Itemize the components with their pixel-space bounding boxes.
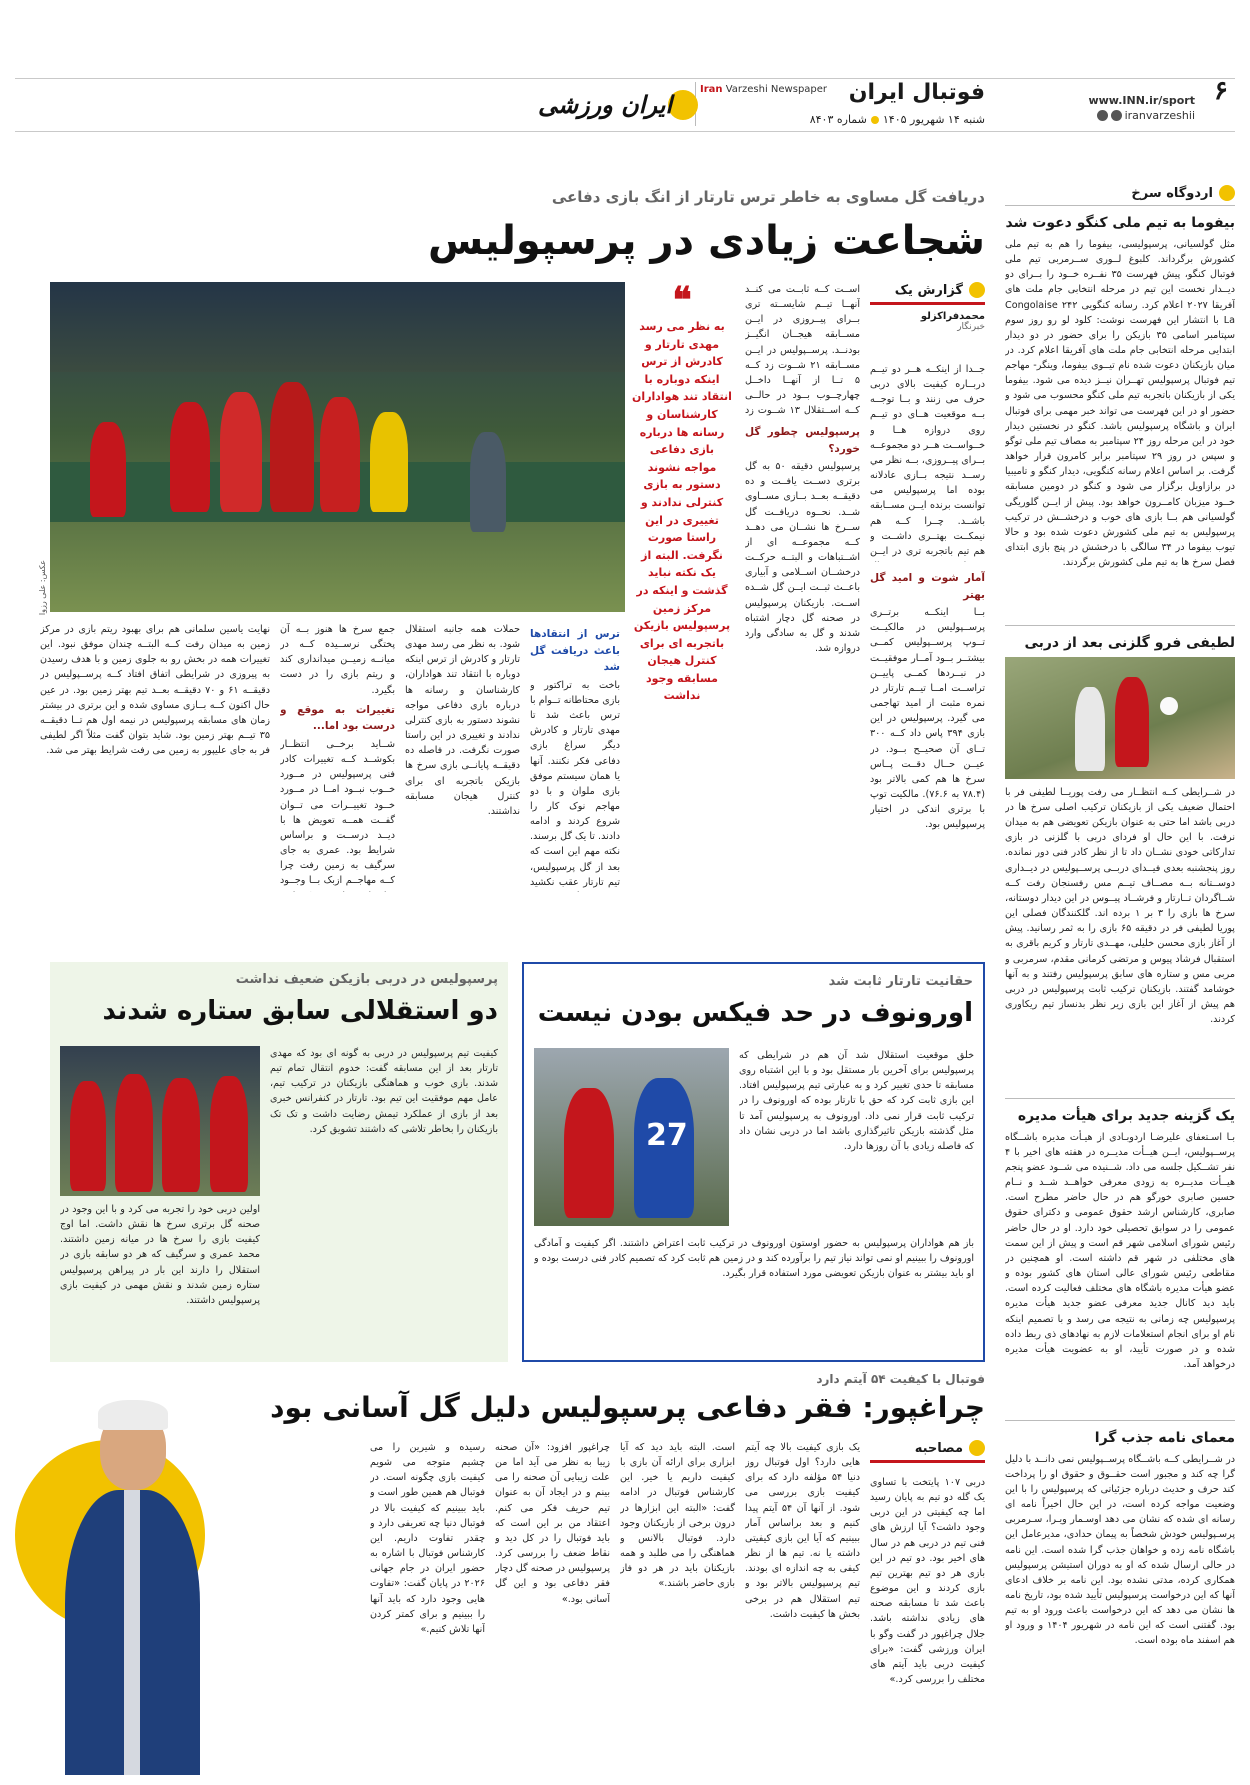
interview-tag [870, 1440, 985, 1456]
story-headline: بیفوما به تیم ملی کنگو دعوت شد [1005, 215, 1235, 231]
interview-column: رسیده و شیرین را می چشیم متوجه می شویم کیفیت بازی چگونه است. در فوتبال هم همین طور است و باید ببینیم که کیفیت بالا در فوتبال دنیا چه تعریفی دارد و چقدر تفاوت داریم. این کارشناس فوتبال با اشاره به حضور ایران در جام جهانی ۲۰۲۶ در پایان گفت: «تفاوت هایی وجود دارد که باید آنها را ببینیم و برای کمتر کردن آنها تلاش کنیم.» [370, 1442, 485, 1635]
column-tag [1005, 185, 1235, 206]
tag-dot-icon [969, 282, 985, 298]
interview-column: چراغپور افزود: «آن صحنه زیبا به نظر می آید اما من علت زیبایی آن صحنه را می بینم و در ایجاد آن به عنوان تیم حریف فکر می کنم. اعتقاد من بر این است که باید فوتبال را در کل دید و نقاط ضعف را بررسی کرد. پرسپولیس در صحنه گل دچار فقر دفاعی بود و این گل آسانی بود.» [495, 1442, 610, 1605]
interview-tag-box [870, 1440, 985, 1467]
column-tag-label: اردوگاه سرخ [1131, 185, 1213, 201]
paper-name [700, 84, 827, 95]
article-text: پرسپولیس دقیقه ۵۰ به گل برتری دســت یافــت و ده دقیقــه بعــد بــازی مســاوی شــد. نحــوه دریافــت گل ســرخ ها نشــان می دهــد کــه مجموعــه ای از اشــتباهات و البتــه حرکــت درخشــان اســلامی و آبیاری باعــث ثبــت ایــن گل شــده اســت. بازیکنان پرسپولیس در صحنه گل دچار اشتباه شدند و گل به سادگی وارد دروازه شد. [745, 461, 860, 655]
logo-text: ایران ورزشی [537, 90, 673, 119]
right-column [1005, 185, 1235, 1775]
interview-column: دربی ۱۰۷ پایتخت با تساوی یک گله دو تیم به پایان رسید اما چه کیفیتی در این دربی وجود داشت؟ آیا ارزش های فنی تیم در دربی هم در سال های اخیر بود. دو تیم در این بازی هر دو تیم بهترین تیم بازی کردند و این موضوع باعث شد تا مسابقه صحنه های زیادی نداشته باشد. جلال چراغپور در گفت وگو با ایران ورزشی گفت: «برای کیفیت دربی باید آیتم های مختلف را بررسی کرد.» [870, 1477, 985, 1686]
pull-quote-text: به نظر می رسد مهدی تارتار و کادرش از ترس اینکه دوباره با انتقاد تند هواداران کارشناسان و رسانه ها درباره بازی دفاعی مواجه نشوند دستور به بازی کنترلی ندادند و تغییری در این راستا صورت نگرفت. البته از یک نکته نباید گذشت و اینکه در مرکز زمین پرسپولیس بازیکن باتجربه ای برای کنترل هیجان مسابقه وجود نداشت [632, 320, 732, 703]
story-headline: معمای نامه جذب گرا [1094, 1429, 1235, 1446]
player-figure [70, 1081, 106, 1191]
player-figure [90, 422, 126, 517]
story-photo [1005, 657, 1235, 779]
article-subhead: آمار شوت و امید گل بهتر [870, 572, 985, 601]
paper-name-rest: Varzeshi Newspaper [722, 84, 828, 95]
date-line [810, 113, 985, 126]
box-kicker: پرسپولیس در دربی بازیکن ضعیف نداشت [235, 972, 498, 987]
author-name: محمدفراکزلو [920, 311, 985, 322]
box-text: باز هم هواداران پرسپولیس به حضور اوستون اورونوف در ترکیب ثابت اعتراض داشتند. اگر کیفیت و آمادگی اورونوف را ببینیم او نمی تواند نیاز تیم را برآورده کند و در زمین هم ثابت کرد که تصمیم کادر فنی درست بوده و او باید بیشتر به عنوان بازیکن تعویضی مورد استفاده قرار بگیرد. [534, 1238, 974, 1280]
box-kicker: حقانیت تارتار ثابت شد [828, 974, 973, 989]
photo-credit: عکس: علی رزوا [38, 560, 47, 616]
story-headline: لطیفی فرو گلزنی بعد از دربی [1024, 634, 1235, 651]
interview-tag-label: مصاحبه [914, 1440, 963, 1456]
paper-name-accent: Iran [700, 84, 723, 95]
story-body: مثل گولسیانی، پرسپولیسی، بیفوما را هم به تیم ملی کشورش برگرداند. کلبوغ لــوری ســرمربی تیم ملی فوتبال کنگو، پیش فهرست ۳۵ نفــره خــود را بــرای دو دیــدار نخست این تیم در مرحله انتخابی جام ملت های آفریقا ۲۰۲۷ اعلام کرد. رسانه کنگویی Congolaise ۲۴۲ La با انتشار این فهرست نوشت: کلود لو رو روز سوم سپتامبر اسامی ۳۵ بازیکن را برای حضور در دو دیدار ابتدایی مرحله انتخابی جام ملت های آفریقا اعلام کرد. در میان بازیکنان دعوت شده نام تیــوی بیفوما، وینگر- مهاجم تیم فوتبال پرسپولیس تهــران نیــز دیده می شود. بیفوما یکی از بازیکنان باتجربه تیم ملی کنگو محسوب می شود و حضور او در این فهرست می تواند خبر مهمی برای فوتبال ایران و باشگاه پرسپولیس باشد. کنگو در نخستین دیدار خود در این مرحله روز ۲۴ سپتامبر به مصاف تیم ملی توگو و سپس در روز ۲۹ سپتامبر برابر کامرون قرار خواهد گرفت. بر اساس اعلام رسانه کنگویی، دیدار کنگو و تامیبیا در برازاویل برگزار می شود و کنگو در دومین مسابقه خــود میزبان کامــرون خواهد بود. پیش از ایــن گلوریگی گولسیانی هم بــا بازی های خوب و درخشــش در ترکیب پرسپولیس به تیم ملی کشورش دعوت شده بود و حالا تیوب بیفوما در ۳۴ سالگی با درخشش در پنج بازی ابتدای فصل سرخ ها به تیم ملی کشورش برگردند. [1005, 238, 1235, 569]
stands [50, 282, 625, 372]
header-rule-top [15, 78, 1235, 79]
player-figure [564, 1088, 614, 1218]
interview-column: است. البته باید دید که آیا ابزاری برای ارائه آن بازی با کیفیت داریم یا خیر. این کارشناس فوتبال در ادامه گفت: «البته این ابزارها در درون برخی از بازیکنان وجود دارد. فوتبال بالانس و هماهنگی را می طلبد و همه بازیکنان باید در هر دو فاز بازی حاضر باشند.» [620, 1442, 735, 1590]
report-tag [870, 282, 985, 298]
social-handle-text: iranvarzeshii [1124, 109, 1195, 122]
player-figure [1115, 677, 1149, 767]
hair-shape [98, 1400, 168, 1430]
article-subhead: تغییرات به موقع و درست بود اما... [280, 703, 395, 733]
box-headline: اورونوف در حد فیکس بودن نیست [537, 998, 973, 1028]
divider [1005, 1420, 1235, 1421]
player-figure [1075, 687, 1105, 771]
report-tag-label: گزارش یک [894, 282, 963, 298]
article-text: باخت به تراکتور و بازی محتاطانه تــوام با ترس باعث شد تا مهدی تارتار و کادرش دیگر سراغ بازی دفاعی فکر نکنند. آنها یا همان سیستم موفق بازی ملوان و با دو مهاجم نوک کار را شروع کردند و ادامه دادند. تا یک گل برسند. نکته مهم این است که بعد از گل پرسپولیس، تیم تارتار عقب نکشید [530, 679, 620, 888]
quote-icon: ❝ [672, 279, 692, 321]
tag-dot-icon [969, 1440, 985, 1456]
jersey-number: 27 [646, 1118, 688, 1153]
player-figure [270, 382, 314, 512]
interview-column: یک بازی کیفیت بالا چه آیتم هایی دارد؟ اول فوتبال روز دنیا ۵۴ مؤلفه دارد که برای کیفیت بازی بررسی می شود. از آنها آن ۵۴ آیتم پیدا کنیم و بعد براساس آمار ببینیم که آیا این بازی کیفیتی داشته یا نه. تیم ها از نظر کیفی به چه اندازه ای بودند. تیم پرسپولیس بالاتر بود و تیم استقلال هم در برخی بخش ها کیفیت داشت. [745, 1442, 860, 1620]
divider [1005, 1098, 1235, 1099]
newspaper-logo[interactable] [530, 86, 690, 126]
article-column: جــدا از اینکــه هــر دو تیــم دربــاره کیفیت بالای دربی حرف می زنند و بــا توجــه بــه موقعیت هــای دو تیــم روی دروازه هــا و خــواســت هــر دو مجموعــه بــرای پیــروزی، بــه نظر مي رســد نتيجه بــازی عادلانه بوده اما پرسپولیس می توانست برنده ایــن مســابقه باشــد. چــرا کــه هم نیمکــت بهتــری داشــت و هم تیم باتجربه تری در ایــن [870, 364, 985, 557]
article-column [530, 622, 620, 892]
section-title: فوتبال ایران [848, 80, 985, 105]
story-body: بـا اسـتعفای علیرضـا اردوبـادی از هیـأت مدیره باشــگاه پرســپولیس، ایــن هیــأت مدیــره در هفته های اخیر با ۴ نفر تشــکیل جلسه می داد. شــنیده می شــود عضو پنجم هیــأت مدیــره به زودی معرفی خواهــد شــد و نــام حسین صابری خورگو هم در حال حاضر مطرح است. صابری، کارشناس ارشد حقوق عمومی و دکترای حقوق عمومی را در سوابق تحصیلی خود دارد. او در حال حاضر رئیس شورای اسلامی شهر قم است و پیش از این سمت های مختلفی در شهر قم داشته است. او همچنین در مقاطعی رئیس شورای عالی استان های کشور بوده و عضو هیأت مدیره باشگاه های مختلف فعالیت کرده است. باید دید کانال جدید معرفی عضو جدید هیأت مدیره پرسپولیس چه زمانی به نتیجه می رسد و با تصمیم اینکه نام او برای انجام استعلامات لازم به نهادهای ذی ربط داده شده و در صورت تأیید، او به عضویت هیأت مدیره درخواهد آمد. [1005, 1131, 1235, 1371]
player-figure [170, 402, 210, 512]
player-figure [320, 397, 360, 512]
divider [1005, 625, 1235, 626]
player-figure [162, 1078, 200, 1192]
bullet-icon [871, 116, 879, 124]
interviewee-portrait [60, 1390, 200, 1775]
player-figure [220, 392, 262, 512]
player-figure [115, 1074, 153, 1192]
story-body: در شــرایطی کــه باشــگاه پرســپولیس نمی دانــد با دلیل گرا چه کند و مجبور است حقــوق و حقوق او را پرداخت کند حرف و حدیث درباره جزئیاتی که پرسپولیس را با این وضعیت مواجه کرده است، در این حال اخیراً نامه ای رسانه ای شده که نشان می دهد اوسـمار ویـرا، سـرمربی پرسـپولیس خودش شخصاً به پیمان حدادی، مدیرعامل این باشگاه نامه زده و خواهان جذب گرا شده است. این نامه در حالی ارسال شده که او به دوران استیشن پرسپولیس همکاری کرده، مدتی نشده بود. این نامه بر خلاف ادعای آنها که این درخواست پرسپولیس تأیید شده بود، تاریخ نامه ها نشان می دهد که این درخواست باعث ورود او به تیم بود. گفتنی است که این نامه در شهریور ۱۴۰۴ و ورود او هم اسفند ماه بوده است. [1005, 1453, 1235, 1647]
main-photo [50, 282, 625, 612]
main-headline: شجاعت زیادی در پرسپولیس [428, 218, 985, 264]
box-headline: دو استقلالی سابق ستاره شدند [102, 996, 498, 1026]
esteghlal-box [50, 962, 508, 1362]
ball-icon [1160, 697, 1178, 715]
report-rule [870, 1460, 985, 1463]
article-subhead: پرسپولیس چطور گل خورد؟ [745, 426, 860, 455]
article-text: بــا اینکــه برتــری پرســپولیس در مالکیــت تــوپ پرســپولیس کمــی بیشتــر بــود آمــار موفقیــت در نبــردها کمــی پاییــن تراســت امــا تیــم تارتار در نمره مثبت از امید تهاجمی می گیرد. پرسپولیس در این بازی ۳۹۴ پاس داد کــه ۳۰۰ تــای آن صحیــح بــود. در عیــن حــال دقــت پــاس سرخ ها هم کمی بالاتر بود (۷۸.۴ به ۷۶.۶). مالکیت توپ با برتری اندکی در اختیار پرسپولیس بود. [870, 607, 985, 831]
box-text: کیفیت تیم پرسپولیس در دربی به گونه ای بود که مهدی تارتار بعد از این مسابقه گفت: خدوم انتقال تمام تیم شدند. بازی خوب و هماهنگی بازیکنان در ترکیب تیم، عامل مهم موفقیت این تیم بود. تارتار در کنفرانس خبری بعد از بازی از عملکرد تیمش رضایت داشت و تک تک بازیکنان را بخاطر تلاشی که داشتند تشویق کرد. [270, 1048, 498, 1135]
player-figure [370, 412, 408, 512]
article-text: جمع سرخ ها هنوز بــه آن پختگی نرســیده کــه در میانــه زمیــن میدانداری کند و ریتم بازی را در دست بگیرد. [280, 624, 395, 696]
story-headline: یک گزینه جدید برای هیأت مدیره [1017, 1107, 1235, 1124]
telegram-icon [1111, 110, 1122, 121]
players-lineup-photo [60, 1046, 260, 1196]
article-text: شــاید برخــی انتظــار بکوشــد کــه تغییرات کادر فنی پرسپولیس در مــورد خــوب نبــود امــا در مــورد خــود تغییــرات می تــوان گفــت همــه تعویض ها با دیــد درســت و براساس شرایط بود. عمری به جای سرگیف به زمین رفت چرا کــه مهاجــم ازبک بــا وجــود [280, 738, 395, 887]
author-role: خبرنگار [957, 322, 985, 332]
box-text: اولین دربی خود را تجربه می کرد و با این وجود در صحنه گل برتری سرخ ها نقش داشت. اما اوج کیفیت بازی را سرخ ها در میانه زمین داشتند. محمد عمری و سرگیف که هر دو سابقه بازی در استقلال را دارند این بار در پیراهن پرسپولیس ستاره زمین شدند و نقش مهمی در کیفیت بازی پرسپولیس داشتند. [60, 1204, 260, 1306]
article-column: حملات همه جانبه استقلال شود. به نظر می رسد مهدی تارتار و کادرش از ترس اینکه دوباره با انتقاد تند هواداران، کارشناسان و رسانه ها درباره بازی دفاعی مواجه نشوند دستور به بازی کنترلی ندادند و تغییری در این راستا صورت نگرفت. در فاصله ده دقیقــه پایانــی بازی سرخ ها بازیکن باتجربه ای برای کنترل هیجان مسابقه نداشتند. [405, 624, 520, 817]
tag-dot-icon [1219, 185, 1235, 201]
photographer-figure [470, 432, 506, 532]
zipper-stripe [124, 1490, 140, 1775]
story-body: در شــرایطی کــه انتظــار می رفت پوریــا لطیفی فر با احتمال ضعیف یکی از بازیکنان ترکیب اصلی سرخ ها در دربی باشد اما حتی به عنوان بازیکن تعویضی هم به میدان نرفت. با این حال او فردای دربی با گلزنی در بازی تدارکاتی خودی نشــان داد تا از نظر کادر فنی دور نمانده. روز پنجشنبه بعدی فیــدای دربــی پرســپولیس در دیــداری دوســتانه بــه مصــاف تیــم مس رفسنجان رفت کــه شــاگردان تــارتار و فرشــاد پیــوس در این دیدار دوستانه، سرخ ها بازی را ۳ بر ۱ برده اند. گلکنندگان فصلی این پوریا لطیفی فر در دقیقه ۶۵ بازی را به ثمر رسانید. پیش از آغاز بازی محسن خلیلی، مهــدی تارتار و کریم باقری به استقبال فرشاد پیوس و مرتضی کرمانی مقدم، سرمربی و مربی مس و ستاره های سابق پرسپولیس رفتند و به آنها خوشامد گفتند. بازیکنان ترکیب ثابت پرسپولیس در دربی هم پیش از آغاز این بازی زیر نظر بدنساز تیم ریکاوری کردند. [1005, 786, 1235, 1026]
article-column [870, 566, 985, 886]
main-kicker: دریافت گل مساوی به خاطر ترس تارتار از انگ بازی دفاعی [551, 188, 985, 206]
pull-quote [632, 279, 732, 703]
date-text: شنبه ۱۴ شهریور ۱۴۰۵ [882, 113, 985, 126]
oronov-box [522, 962, 985, 1362]
issue-text: شماره ۸۴۰۳ [809, 113, 867, 126]
page-header [0, 0, 1250, 132]
article-column: اســت کــه ثابــت می کنــد آنهــا تیــم شایســته تری بــرای پیــروزی در ایــن مســابقه هیجــان انگیــز بودنــد. پرســپولیس در ایــن مســابقه ۲۱ شــوت زد کــه ۵ تــا از آنهــا داخــل چهارچــوب بــود در حالــی کــه اســتقلال ۱۳ شــوت زد [745, 284, 860, 417]
report-rule [870, 302, 985, 305]
article-column [280, 622, 395, 892]
page-number: ۶ [1214, 76, 1228, 106]
social-handle[interactable] [1097, 109, 1195, 122]
header-rule-bottom [15, 131, 1235, 132]
interview-headline: چراغپور: فقر دفاعی پرسپولیس دلیل گل آسانی بود [270, 1391, 985, 1424]
article-column [745, 420, 860, 886]
byline [870, 282, 985, 332]
interview-kicker: فوتبال با کیفیت ۵۴ آیتم دارد [816, 1372, 985, 1386]
article-subhead: ترس از انتقادها باعث دریافت گل شد [530, 628, 620, 674]
player-figure [210, 1076, 248, 1192]
oronov-photo [534, 1048, 729, 1226]
site-url[interactable]: www.INN.ir/sport [1088, 94, 1195, 107]
article-column: نهایت یاسین سلمانی هم برای بهبود ریتم بازی در مرکز زمین به میدان رفت کــه البتــه چندان موفق نبود. این تغییرات همه در بخش رو به جلوی زمین و با هدف رسیدن به پیروزی در شرایطی اتفاق افتاد کــه پرســپولیس در دقیقــه ۶۱ و ۷۰ دقیقــه بعــد تیم بهتر زمین بود. در عین حال اکنون کــه بــازی مساوی شده و این برتری در بیشتر زمان های مسابقه پرسپولیس در نیمه اول هم تــا دقیقــه ۳۵ تیــم بهتر زمین بود. شاید بتوان گفت مثلاً اگر لطیفی فر به جای علیپور به زمین می رفت شرایط بهتر می شد. [40, 624, 270, 757]
instagram-icon [1097, 110, 1108, 121]
box-text: خلق موقعیت استقلال شد آن هم در شرایطی که پرسپولیس برای آخرین بار مستقل بود و با این اشتباه روی مسابقه تا حدی تغییر کرد و به عبارتی تیم پرسپولیس افتاد. این بازی ثابت کرد که حق با تارتار بوده که اورونوف را در ترکیب ثابت قرار نمی داد. اورونوف به پرسپولیس آمد تا مثل گذشته بازیکن تاثیرگذاری باشد اما در دربی نشان داد که فاصله زیادی با آن روزها دارد. [739, 1050, 974, 1152]
